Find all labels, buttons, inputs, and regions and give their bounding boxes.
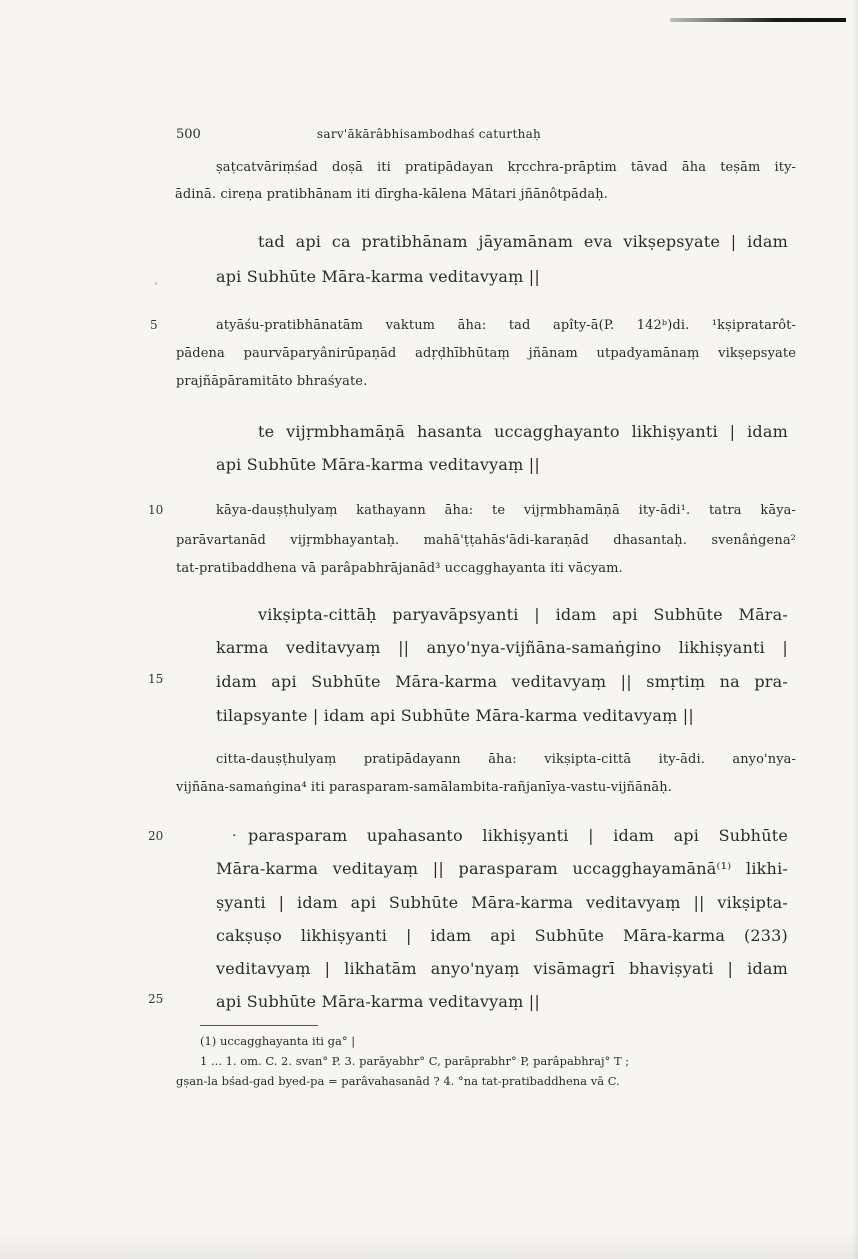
prose-line: ṣaṭcatvāriṃśad doṣā iti pratipādayan kṛcchra-prāptim tāvad āha teṣām ity- — [216, 160, 796, 175]
scan-mark: ʼ — [154, 282, 158, 293]
prose-line: pādena paurvāparyânirūpaṇād adṛḍhībhūtaṃ jñānam utpadyamānaṃ vikṣepsyate — [176, 346, 796, 361]
verse-line: veditavyaṃ | likhatām anyo'nyaṃ visāmagrī bhaviṣyati | idam — [216, 959, 788, 978]
prose-line: citta-dauṣṭhulyaṃ pratipādayann āha: vikṣipta-cittā ity-ādi. anyo'nya- — [216, 752, 796, 767]
verse-line: api Subhūte Māra-karma veditavyaṃ || — [216, 992, 540, 1011]
page-number: 500 — [176, 127, 201, 142]
line-number: 5 — [150, 318, 158, 332]
line-number: 10 — [148, 503, 164, 517]
verse-line: parasparam upahasanto likhiṣyanti | idam api Subhūte — [248, 826, 788, 845]
verse-line: api Subhūte Māra-karma veditavyaṃ || — [216, 267, 540, 286]
verse-line: vikṣipta-cittāḥ paryavāpsyanti | idam api Subhūte Māra- — [258, 605, 788, 624]
prose-line: parāvartanād vijṛmbhayantaḥ. mahā'ṭṭahās'ādi-karaṇād dhasantaḥ. svenâṅgena² — [176, 533, 796, 548]
line-number: 25 — [148, 992, 164, 1006]
verse-line: ṣyanti | idam api Subhūte Māra-karma veditavyaṃ || vikṣipta- — [216, 893, 788, 912]
footnote-line: 1 ... 1. om. C. 2. svan° P. 3. parāyabhr° C, parāprabhr° P, parâpabhraj° T ; — [200, 1054, 630, 1068]
scan-top-rule — [670, 18, 846, 22]
verse-line: te vijṛmbhamāṇā hasanta uccagghayanto likhiṣyanti | idam — [258, 422, 788, 441]
line-number: 20 — [148, 829, 164, 843]
line-number: 15 — [148, 672, 164, 686]
footnote-line: gṣan-la bśad-gad byed-pa = parâvahasanād ? 4. °na tat-pratibaddhena vā C. — [176, 1074, 620, 1088]
prose-line: kāya-dauṣṭhulyaṃ kathayann āha: te vijṛmbhamāṇā ity-ādi¹. tatra kāya- — [216, 503, 796, 518]
verse-line: karma veditavyaṃ || anyo'nya-vijñāna-samaṅgino likhiṣyanti | — [216, 638, 788, 657]
prose-line: atyāśu-pratibhānatām vaktum āha: tad apîty-ā(P. 142ᵇ)di. ¹kṣipratarôt- — [216, 318, 796, 333]
verse-line: tad api ca pratibhānam jāyamānam eva vikṣepsyate | idam — [258, 232, 788, 251]
verse-line: Māra-karma veditayaṃ || parasparam uccagghayamānā⁽¹⁾ likhi- — [216, 859, 788, 878]
verse-line: tilapsyante | idam api Subhūte Māra-karma veditavyaṃ || — [216, 706, 694, 725]
verse-line: idam api Subhūte Māra-karma veditavyaṃ || smṛtiṃ na pra- — [216, 672, 788, 691]
verse-line: cakṣuṣo likhiṣyanti | idam api Subhūte Māra-karma (233) — [216, 926, 788, 945]
verse-line: api Subhūte Māra-karma veditavyaṃ || — [216, 455, 540, 474]
prose-line: prajñāpāramitāto bhraśyate. — [176, 374, 368, 389]
prose-line: tat-pratibaddhena vā parâpabhrājanād³ uccagghayanta iti vācyam. — [176, 561, 623, 576]
prose-line: vijñāna-samaṅgina⁴ iti parasparam-samālambita-rañjanīya-vastu-vijñānāḥ. — [176, 780, 672, 795]
footnote-rule — [200, 1025, 318, 1026]
scan-mark: · — [232, 828, 237, 844]
footnote-line: (1) uccagghayanta iti ga° | — [200, 1034, 356, 1048]
prose-line: ādinā. cireṇa pratibhānam iti dīrgha-kālena Mātari jñānôtpādaḥ. — [175, 187, 608, 202]
scan-bottom-edge — [0, 1229, 858, 1259]
running-title: sarv'ākārâbhisambodhaś caturthaḥ — [316, 127, 542, 141]
scan-right-edge — [852, 0, 858, 1259]
